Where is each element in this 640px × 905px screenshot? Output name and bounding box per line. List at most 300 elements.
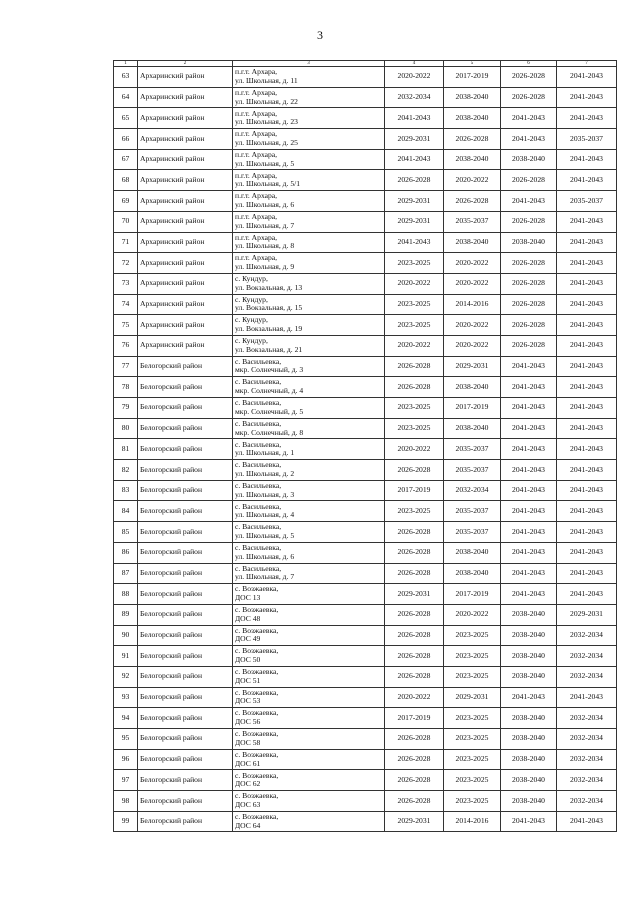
row-number: 73 (114, 273, 138, 294)
address-cell (233, 377, 385, 398)
address-line-1: с. Васильевка, (235, 460, 282, 470)
address-line-2: ул. Школьная, д. 6 (235, 199, 295, 209)
table-row (114, 708, 617, 729)
period-cell-5: 2035-2037 (444, 522, 501, 543)
table-row (114, 563, 617, 584)
table-row (114, 418, 617, 439)
period-cell-4: 2017-2019 (385, 480, 444, 501)
address-cell (233, 191, 385, 212)
row-number: 97 (114, 770, 138, 791)
table-row (114, 315, 617, 336)
address-cell (233, 625, 385, 646)
address-line-1: п.г.т. Архара, (235, 108, 278, 118)
address-cell (233, 563, 385, 584)
period-cell-5: 2026-2028 (444, 129, 501, 150)
period-cell-6: 2041-2043 (501, 501, 557, 522)
period-cell-6: 2026-2028 (501, 273, 557, 294)
district-cell: Архаринский район (138, 211, 233, 232)
period-cell-4: 2026-2028 (385, 749, 444, 770)
table-row (114, 584, 617, 605)
row-number: 93 (114, 687, 138, 708)
address-cell (233, 108, 385, 129)
address-line-1: п.г.т. Архара, (235, 149, 278, 159)
district-cell: Белогорский район (138, 811, 233, 832)
address-cell (233, 294, 385, 315)
district-cell: Белогорский район (138, 708, 233, 729)
row-number: 90 (114, 625, 138, 646)
address-cell (233, 480, 385, 501)
row-number: 82 (114, 460, 138, 481)
period-cell-5: 2023-2025 (444, 646, 501, 667)
table-row (114, 377, 617, 398)
period-cell-5: 2020-2022 (444, 273, 501, 294)
address-line-1: п.г.т. Архара, (235, 211, 278, 221)
period-cell-6: 2041-2043 (501, 460, 557, 481)
address-cell (233, 708, 385, 729)
row-number: 67 (114, 149, 138, 170)
period-cell-5: 2038-2040 (444, 563, 501, 584)
row-number: 84 (114, 501, 138, 522)
district-cell: Белогорский район (138, 398, 233, 419)
period-cell-5: 2032-2034 (444, 480, 501, 501)
address-line-2: ДОС 61 (235, 758, 261, 768)
row-number: 63 (114, 67, 138, 88)
period-cell-7: 2032-2034 (557, 770, 617, 791)
period-cell-4: 2023-2025 (385, 501, 444, 522)
period-cell-6: 2038-2040 (501, 729, 557, 750)
period-cell-6: 2038-2040 (501, 149, 557, 170)
table-row (114, 460, 617, 481)
address-cell (233, 811, 385, 832)
column-number: 4 (385, 61, 444, 67)
period-cell-7: 2041-2043 (557, 398, 617, 419)
address-line-2: ул. Вокзальная, д. 15 (235, 303, 303, 313)
period-cell-5: 2020-2022 (444, 253, 501, 274)
period-cell-5: 2020-2022 (444, 170, 501, 191)
period-cell-6: 2041-2043 (501, 480, 557, 501)
district-cell: Архаринский район (138, 253, 233, 274)
period-cell-4: 2023-2025 (385, 418, 444, 439)
address-cell (233, 791, 385, 812)
period-cell-6: 2026-2028 (501, 253, 557, 274)
period-cell-6: 2038-2040 (501, 708, 557, 729)
period-cell-6: 2026-2028 (501, 335, 557, 356)
period-cell-4: 2023-2025 (385, 315, 444, 336)
table-row (114, 770, 617, 791)
column-number: 7 (557, 61, 617, 67)
address-line-2: ДОС 58 (235, 737, 261, 747)
address-line-1: с. Васильевка, (235, 377, 282, 387)
period-cell-6: 2038-2040 (501, 646, 557, 667)
period-cell-5: 2020-2022 (444, 315, 501, 336)
district-cell: Белогорский район (138, 542, 233, 563)
address-cell (233, 646, 385, 667)
period-cell-5: 2023-2025 (444, 791, 501, 812)
period-cell-5: 2038-2040 (444, 108, 501, 129)
period-cell-5: 2035-2037 (444, 501, 501, 522)
address-line-1: с. Возжаевка, (235, 811, 279, 821)
district-cell: Архаринский район (138, 108, 233, 129)
table-row (114, 129, 617, 150)
address-cell (233, 749, 385, 770)
table-row (114, 625, 617, 646)
period-cell-4: 2026-2028 (385, 170, 444, 191)
period-cell-4: 2020-2022 (385, 67, 444, 88)
address-cell (233, 604, 385, 625)
address-line-2: ул. Школьная, д. 6 (235, 551, 295, 561)
address-line-1: п.г.т. Архара, (235, 191, 278, 201)
address-line-2: ДОС 48 (235, 613, 261, 623)
address-cell (233, 418, 385, 439)
address-line-1: с. Кундур, (235, 274, 268, 283)
address-line-1: с. Кундур, (235, 315, 268, 325)
table-row (114, 273, 617, 294)
period-cell-6: 2038-2040 (501, 791, 557, 812)
period-cell-6: 2041-2043 (501, 129, 557, 150)
address-line-1: п.г.т. Архара, (235, 87, 278, 97)
address-line-1: с. Возжаевка, (235, 708, 279, 718)
period-cell-4: 2029-2031 (385, 191, 444, 212)
period-cell-5: 2035-2037 (444, 211, 501, 232)
address-line-1: п.г.т. Архара, (235, 253, 278, 263)
period-cell-7: 2029-2031 (557, 604, 617, 625)
period-cell-6: 2041-2043 (501, 108, 557, 129)
period-cell-7: 2032-2034 (557, 749, 617, 770)
row-number: 86 (114, 542, 138, 563)
address-line-2: ДОС 51 (235, 675, 261, 685)
period-cell-7: 2041-2043 (557, 294, 617, 315)
row-number: 83 (114, 480, 138, 501)
address-line-2: ДОС 62 (235, 779, 261, 789)
district-cell: Архаринский район (138, 87, 233, 108)
period-cell-5: 2023-2025 (444, 729, 501, 750)
table-row (114, 480, 617, 501)
address-line-2: ул. Школьная, д. 7 (235, 572, 295, 582)
address-cell (233, 273, 385, 294)
period-cell-5: 2014-2016 (444, 294, 501, 315)
address-line-1: с. Возжаевка, (235, 687, 279, 697)
period-cell-6: 2041-2043 (501, 563, 557, 584)
address-line-1: с. Васильевка, (235, 501, 282, 511)
period-cell-6: 2041-2043 (501, 377, 557, 398)
period-cell-6: 2041-2043 (501, 522, 557, 543)
table-row (114, 666, 617, 687)
address-line-2: ул. Школьная, д. 9 (235, 262, 295, 272)
period-cell-7: 2041-2043 (557, 356, 617, 377)
column-number: 3 (233, 61, 385, 67)
period-cell-6: 2041-2043 (501, 542, 557, 563)
period-cell-5: 2023-2025 (444, 749, 501, 770)
table-row (114, 253, 617, 274)
period-cell-5: 2035-2037 (444, 460, 501, 481)
district-cell: Белогорский район (138, 729, 233, 750)
table-body (114, 61, 617, 832)
address-line-2: ул. Школьная, д. 23 (235, 117, 298, 127)
column-number: 6 (501, 61, 557, 67)
period-cell-5: 2023-2025 (444, 708, 501, 729)
period-cell-7: 2041-2043 (557, 377, 617, 398)
period-cell-5: 2020-2022 (444, 335, 501, 356)
period-cell-7: 2032-2034 (557, 791, 617, 812)
period-cell-4: 2029-2031 (385, 811, 444, 832)
period-cell-7: 2041-2043 (557, 480, 617, 501)
address-line-1: с. Возжаевка, (235, 584, 279, 594)
column-number: 2 (138, 61, 233, 67)
period-cell-6: 2041-2043 (501, 584, 557, 605)
table-row (114, 646, 617, 667)
row-number: 66 (114, 129, 138, 150)
address-cell (233, 501, 385, 522)
period-cell-7: 2032-2034 (557, 666, 617, 687)
period-cell-6: 2026-2028 (501, 315, 557, 336)
address-cell (233, 253, 385, 274)
district-cell: Белогорский район (138, 604, 233, 625)
period-cell-5: 2017-2019 (444, 398, 501, 419)
address-cell (233, 666, 385, 687)
row-number: 91 (114, 646, 138, 667)
period-cell-7: 2035-2037 (557, 191, 617, 212)
district-cell: Архаринский район (138, 294, 233, 315)
district-cell: Белогорский район (138, 666, 233, 687)
period-cell-7: 2041-2043 (557, 584, 617, 605)
row-number: 99 (114, 811, 138, 832)
address-line-2: ул. Школьная, д. 11 (235, 75, 298, 85)
period-cell-4: 2023-2025 (385, 398, 444, 419)
period-cell-5: 2023-2025 (444, 625, 501, 646)
period-cell-7: 2041-2043 (557, 522, 617, 543)
period-cell-4: 2041-2043 (385, 149, 444, 170)
row-number: 88 (114, 584, 138, 605)
address-cell (233, 335, 385, 356)
period-cell-7: 2041-2043 (557, 315, 617, 336)
period-cell-6: 2041-2043 (501, 191, 557, 212)
address-line-2: ул. Школьная, д. 25 (235, 137, 298, 147)
address-line-1: с. Возжаевка, (235, 605, 279, 614)
address-cell (233, 460, 385, 481)
address-line-2: ул. Школьная, д. 5/1 (235, 179, 301, 189)
district-cell: Архаринский район (138, 191, 233, 212)
row-number: 74 (114, 294, 138, 315)
address-line-2: ул. Школьная, д. 3 (235, 489, 295, 499)
row-number: 71 (114, 232, 138, 253)
period-cell-5: 2038-2040 (444, 232, 501, 253)
period-cell-4: 2020-2022 (385, 273, 444, 294)
address-cell (233, 315, 385, 336)
address-cell (233, 232, 385, 253)
period-cell-5: 2026-2028 (444, 191, 501, 212)
period-cell-5: 2038-2040 (444, 149, 501, 170)
period-cell-4: 2026-2028 (385, 666, 444, 687)
row-number: 92 (114, 666, 138, 687)
address-line-1: с. Возжаевка, (235, 749, 279, 759)
row-number: 75 (114, 315, 138, 336)
district-cell: Белогорский район (138, 687, 233, 708)
period-cell-5: 2038-2040 (444, 418, 501, 439)
period-cell-4: 2026-2028 (385, 460, 444, 481)
table-row (114, 335, 617, 356)
address-line-1: с. Васильевка, (235, 480, 282, 490)
table-row (114, 108, 617, 129)
address-line-2: ДОС 53 (235, 696, 261, 706)
period-cell-6: 2026-2028 (501, 67, 557, 88)
period-cell-4: 2026-2028 (385, 522, 444, 543)
district-cell: Архаринский район (138, 335, 233, 356)
period-cell-5: 2029-2031 (444, 687, 501, 708)
district-cell: Белогорский район (138, 377, 233, 398)
address-line-2: ул. Школьная, д. 7 (235, 220, 295, 230)
period-cell-7: 2041-2043 (557, 170, 617, 191)
address-line-1: п.г.т. Архара, (235, 129, 278, 139)
period-cell-4: 2026-2028 (385, 625, 444, 646)
period-cell-7: 2041-2043 (557, 149, 617, 170)
period-cell-7: 2041-2043 (557, 232, 617, 253)
address-line-1: с. Кундур, (235, 336, 268, 346)
address-line-2: мкр. Солнечный, д. 5 (235, 406, 304, 416)
period-cell-5: 2038-2040 (444, 542, 501, 563)
address-line-2: ДОС 49 (235, 634, 261, 644)
period-cell-4: 2017-2019 (385, 708, 444, 729)
address-line-2: ул. Школьная, д. 2 (235, 468, 295, 478)
address-line-2: ДОС 56 (235, 717, 261, 727)
address-line-2: ул. Вокзальная, д. 19 (235, 324, 303, 334)
table-row (114, 67, 617, 88)
address-line-2: ул. Вокзальная, д. 21 (235, 344, 303, 354)
table-row (114, 439, 617, 460)
district-cell: Белогорский район (138, 522, 233, 543)
address-line-2: ул. Школьная, д. 8 (235, 241, 295, 251)
district-cell: Белогорский район (138, 460, 233, 481)
district-cell: Архаринский район (138, 170, 233, 191)
period-cell-7: 2041-2043 (557, 108, 617, 129)
district-cell: Архаринский район (138, 315, 233, 336)
address-line-2: ул. Школьная, д. 5 (235, 158, 295, 168)
row-number: 94 (114, 708, 138, 729)
period-cell-4: 2020-2022 (385, 335, 444, 356)
address-cell (233, 729, 385, 750)
period-cell-5: 2023-2025 (444, 666, 501, 687)
period-cell-7: 2041-2043 (557, 67, 617, 88)
address-cell (233, 770, 385, 791)
table-row (114, 398, 617, 419)
row-number: 98 (114, 791, 138, 812)
period-cell-6: 2041-2043 (501, 418, 557, 439)
address-line-1: с. Васильевка, (235, 542, 282, 552)
period-cell-6: 2038-2040 (501, 604, 557, 625)
table-row (114, 729, 617, 750)
address-line-2: ДОС 13 (235, 593, 261, 603)
table-row (114, 604, 617, 625)
period-cell-7: 2041-2043 (557, 501, 617, 522)
district-cell: Архаринский район (138, 273, 233, 294)
address-line-1: с. Васильевка, (235, 418, 282, 428)
row-number: 81 (114, 439, 138, 460)
row-number: 80 (114, 418, 138, 439)
period-cell-5: 2014-2016 (444, 811, 501, 832)
address-cell (233, 129, 385, 150)
row-number: 65 (114, 108, 138, 129)
district-cell: Белогорский район (138, 791, 233, 812)
address-line-2: ул. Школьная, д. 1 (235, 448, 295, 458)
address-cell (233, 398, 385, 419)
period-cell-4: 2020-2022 (385, 687, 444, 708)
period-cell-5: 2023-2025 (444, 770, 501, 791)
row-number: 69 (114, 191, 138, 212)
address-line-1: с. Возжаевка, (235, 791, 279, 801)
table-row (114, 749, 617, 770)
period-cell-6: 2026-2028 (501, 294, 557, 315)
address-line-1: с. Возжаевка, (235, 770, 279, 780)
table-row (114, 501, 617, 522)
schedule-table (113, 60, 617, 832)
address-cell (233, 211, 385, 232)
address-cell (233, 356, 385, 377)
address-cell (233, 522, 385, 543)
address-line-2: мкр. Солнечный, д. 3 (235, 365, 304, 375)
district-cell: Архаринский район (138, 232, 233, 253)
period-cell-5: 2017-2019 (444, 67, 501, 88)
period-cell-6: 2038-2040 (501, 232, 557, 253)
address-line-2: ул. Вокзальная, д. 13 (235, 282, 303, 292)
row-number: 72 (114, 253, 138, 274)
address-line-1: с. Возжаевка, (235, 667, 279, 677)
period-cell-7: 2032-2034 (557, 708, 617, 729)
period-cell-4: 2026-2028 (385, 604, 444, 625)
address-cell (233, 149, 385, 170)
period-cell-6: 2041-2043 (501, 811, 557, 832)
period-cell-7: 2041-2043 (557, 273, 617, 294)
district-cell: Белогорский район (138, 418, 233, 439)
period-cell-6: 2041-2043 (501, 398, 557, 419)
period-cell-7: 2032-2034 (557, 646, 617, 667)
column-number: 1 (114, 61, 138, 67)
row-number: 85 (114, 522, 138, 543)
period-cell-4: 2029-2031 (385, 129, 444, 150)
period-cell-6: 2041-2043 (501, 439, 557, 460)
table-row (114, 687, 617, 708)
period-cell-4: 2026-2028 (385, 377, 444, 398)
period-cell-7: 2041-2043 (557, 460, 617, 481)
period-cell-4: 2029-2031 (385, 211, 444, 232)
period-cell-5: 2035-2037 (444, 439, 501, 460)
table-row (114, 791, 617, 812)
period-cell-7: 2041-2043 (557, 687, 617, 708)
period-cell-7: 2035-2037 (557, 129, 617, 150)
table-row (114, 811, 617, 832)
address-cell (233, 170, 385, 191)
district-cell: Белогорский район (138, 646, 233, 667)
period-cell-7: 2041-2043 (557, 253, 617, 274)
district-cell: Белогорский район (138, 584, 233, 605)
table-row (114, 294, 617, 315)
address-cell (233, 439, 385, 460)
district-cell: Белогорский район (138, 356, 233, 377)
address-cell (233, 584, 385, 605)
period-cell-4: 2026-2028 (385, 563, 444, 584)
district-cell: Белогорский район (138, 480, 233, 501)
row-number: 87 (114, 563, 138, 584)
row-number: 79 (114, 398, 138, 419)
address-line-2: мкр. Солнечный, д. 4 (235, 386, 304, 396)
table-row (114, 149, 617, 170)
address-cell (233, 67, 385, 88)
period-cell-5: 2038-2040 (444, 377, 501, 398)
period-cell-5: 2020-2022 (444, 604, 501, 625)
address-line-2: ул. Школьная, д. 5 (235, 530, 295, 540)
address-line-2: ДОС 64 (235, 820, 261, 830)
period-cell-5: 2017-2019 (444, 584, 501, 605)
period-cell-7: 2032-2034 (557, 625, 617, 646)
address-line-1: с. Васильевка, (235, 439, 282, 449)
